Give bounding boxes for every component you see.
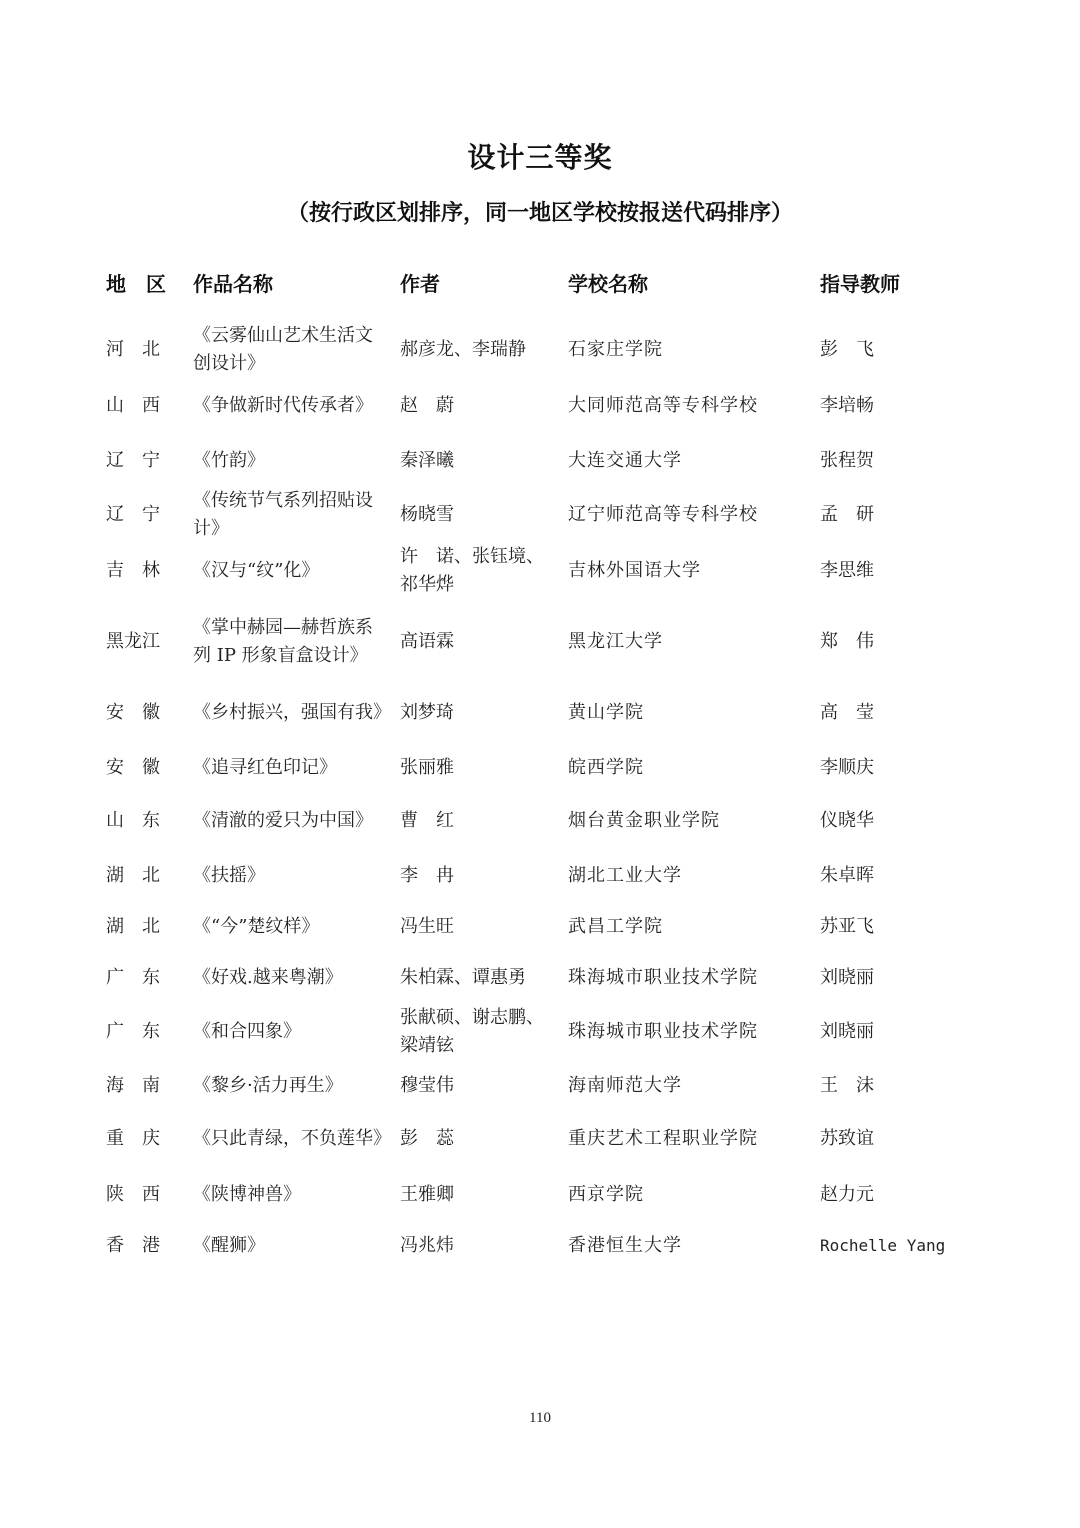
cell-work: 《“今”楚纹样》 <box>193 916 320 937</box>
cell-advisor: 刘晓丽 <box>820 1021 874 1042</box>
cell-advisor: 孟 研 <box>820 504 874 525</box>
cell-school: 重庆艺术工程职业学院 <box>568 1128 758 1149</box>
cell-school: 香港恒生大学 <box>568 1235 682 1256</box>
cell-author: 张献硕、谢志鹏、梁靖铉 <box>400 1007 544 1056</box>
cell-school: 大连交通大学 <box>568 450 682 471</box>
table-header <box>0 268 1080 302</box>
table-row <box>0 378 1080 434</box>
table-row <box>0 446 1080 476</box>
cell-advisor: 仪晓华 <box>820 810 874 831</box>
cell-school: 黑龙江大学 <box>568 631 663 652</box>
cell-author: 秦泽曦 <box>400 450 454 471</box>
cell-author: 冯兆炜 <box>400 1235 454 1256</box>
table-row <box>0 1004 1080 1060</box>
table-row <box>0 912 1080 942</box>
cell-school: 海南师范大学 <box>568 1075 682 1096</box>
cell-author: 张丽雅 <box>400 757 454 778</box>
table-row <box>0 963 1080 993</box>
table-row <box>0 1231 1080 1261</box>
table-row <box>0 1071 1080 1101</box>
table-row <box>0 793 1080 849</box>
cell-region: 广 东 <box>106 1021 160 1042</box>
table-row <box>0 1111 1080 1167</box>
cell-work: 《黎乡·活力再生》 <box>193 1075 343 1096</box>
cell-work: 《陕博神兽》 <box>193 1184 301 1205</box>
cell-author: 李 冉 <box>400 865 454 886</box>
header-work: 作品名称 <box>193 272 273 296</box>
page-title: 设计三等奖 <box>467 141 613 174</box>
cell-advisor: 王 沫 <box>820 1075 874 1096</box>
cell-school: 武昌工学院 <box>568 916 663 937</box>
table-row <box>0 600 1080 684</box>
cell-school: 石家庄学院 <box>568 339 663 360</box>
cell-advisor: 张程贺 <box>820 450 874 471</box>
cell-region: 安 徽 <box>106 757 160 778</box>
cell-author: 许 诺、张钰境、祁华烨 <box>400 546 544 595</box>
cell-author: 冯生旺 <box>400 916 454 937</box>
cell-region: 香 港 <box>106 1235 160 1256</box>
table-row <box>0 1180 1080 1210</box>
cell-author: 朱柏霖、谭惠勇 <box>400 967 526 988</box>
cell-work: 《清澈的爱只为中国》 <box>193 810 373 831</box>
cell-work: 《好戏.越来粤潮》 <box>193 967 343 988</box>
header-school: 学校名称 <box>568 272 648 296</box>
cell-work: 《醒狮》 <box>193 1235 265 1256</box>
cell-advisor: 李思维 <box>820 560 874 581</box>
table-row <box>0 487 1080 543</box>
cell-author: 王雅卿 <box>400 1184 454 1205</box>
cell-work: 《扶摇》 <box>193 865 265 886</box>
cell-work: 《争做新时代传承者》 <box>193 395 373 416</box>
cell-region: 湖 北 <box>106 865 160 886</box>
cell-work: 《传统节气系列招贴设计》 <box>193 490 373 539</box>
cell-author: 曹 红 <box>400 810 454 831</box>
cell-school: 珠海城市职业技术学院 <box>568 967 758 988</box>
cell-work: 《掌中赫园—赫哲族系列 IP 形象盲盒设计》 <box>193 617 373 666</box>
cell-advisor: 郑 伟 <box>820 631 874 652</box>
header-author: 作者 <box>400 272 440 296</box>
cell-region: 山 东 <box>106 810 160 831</box>
cell-school: 皖西学院 <box>568 757 644 778</box>
header-region: 地 区 <box>106 272 166 296</box>
cell-author: 赵 蔚 <box>400 395 454 416</box>
cell-work: 《竹韵》 <box>193 450 265 471</box>
cell-region: 重 庆 <box>106 1128 160 1149</box>
cell-region: 安 徽 <box>106 702 160 723</box>
cell-school: 吉林外国语大学 <box>568 560 701 581</box>
cell-region: 海 南 <box>106 1075 160 1096</box>
cell-work: 《汉与“纹”化》 <box>193 560 320 581</box>
cell-school: 西京学院 <box>568 1184 644 1205</box>
cell-work: 《和合四象》 <box>193 1021 301 1042</box>
cell-work: 《只此青绿，不负莲华》 <box>193 1128 391 1149</box>
cell-author: 刘梦琦 <box>400 702 454 723</box>
cell-school: 黄山学院 <box>568 702 644 723</box>
cell-school: 烟台黄金职业学院 <box>568 810 720 831</box>
cell-advisor: 苏亚飞 <box>820 916 874 937</box>
cell-region: 黑龙江 <box>106 631 160 652</box>
cell-school: 珠海城市职业技术学院 <box>568 1021 758 1042</box>
cell-author: 彭 蕊 <box>400 1128 454 1149</box>
cell-school: 湖北工业大学 <box>568 865 682 886</box>
cell-region: 河 北 <box>106 339 160 360</box>
cell-advisor: 苏致谊 <box>820 1128 874 1149</box>
table-row <box>0 322 1080 378</box>
cell-advisor: 高 莹 <box>820 702 874 723</box>
cell-school: 辽宁师范高等专科学校 <box>568 504 758 525</box>
cell-region: 湖 北 <box>106 916 160 937</box>
cell-advisor: 李顺庆 <box>820 757 874 778</box>
cell-author: 高语霖 <box>400 631 454 652</box>
cell-work: 《云雾仙山艺术生活文创设计》 <box>193 325 373 374</box>
cell-author: 杨晓雪 <box>400 504 454 525</box>
cell-advisor: 彭 飞 <box>820 339 874 360</box>
table-row <box>0 861 1080 891</box>
cell-advisor: 刘晓丽 <box>820 967 874 988</box>
cell-school: 大同师范高等专科学校 <box>568 395 758 416</box>
header-advisor: 指导教师 <box>820 272 900 296</box>
cell-region: 吉 林 <box>106 560 160 581</box>
cell-work: 《追寻红色印记》 <box>193 757 337 778</box>
cell-region: 辽 宁 <box>106 450 160 471</box>
table-row <box>0 753 1080 783</box>
cell-work: 《乡村振兴，强国有我》 <box>193 702 391 723</box>
cell-advisor: 李培畅 <box>820 395 874 416</box>
cell-region: 辽 宁 <box>106 504 160 525</box>
cell-advisor: 朱卓晖 <box>820 865 874 886</box>
cell-author: 郝彦龙、李瑞静 <box>400 339 526 360</box>
cell-region: 山 西 <box>106 395 160 416</box>
cell-advisor: 赵力元 <box>820 1184 874 1205</box>
page-subtitle: （按行政区划排序，同一地区学校按报送代码排序） <box>286 201 793 226</box>
cell-region: 陕 西 <box>106 1184 160 1205</box>
cell-advisor: Rochelle Yang <box>820 1236 946 1255</box>
page-number: 110 <box>529 1410 551 1426</box>
table-row <box>0 685 1080 741</box>
cell-author: 穆莹伟 <box>400 1075 454 1096</box>
table-row <box>0 543 1080 599</box>
cell-region: 广 东 <box>106 967 160 988</box>
